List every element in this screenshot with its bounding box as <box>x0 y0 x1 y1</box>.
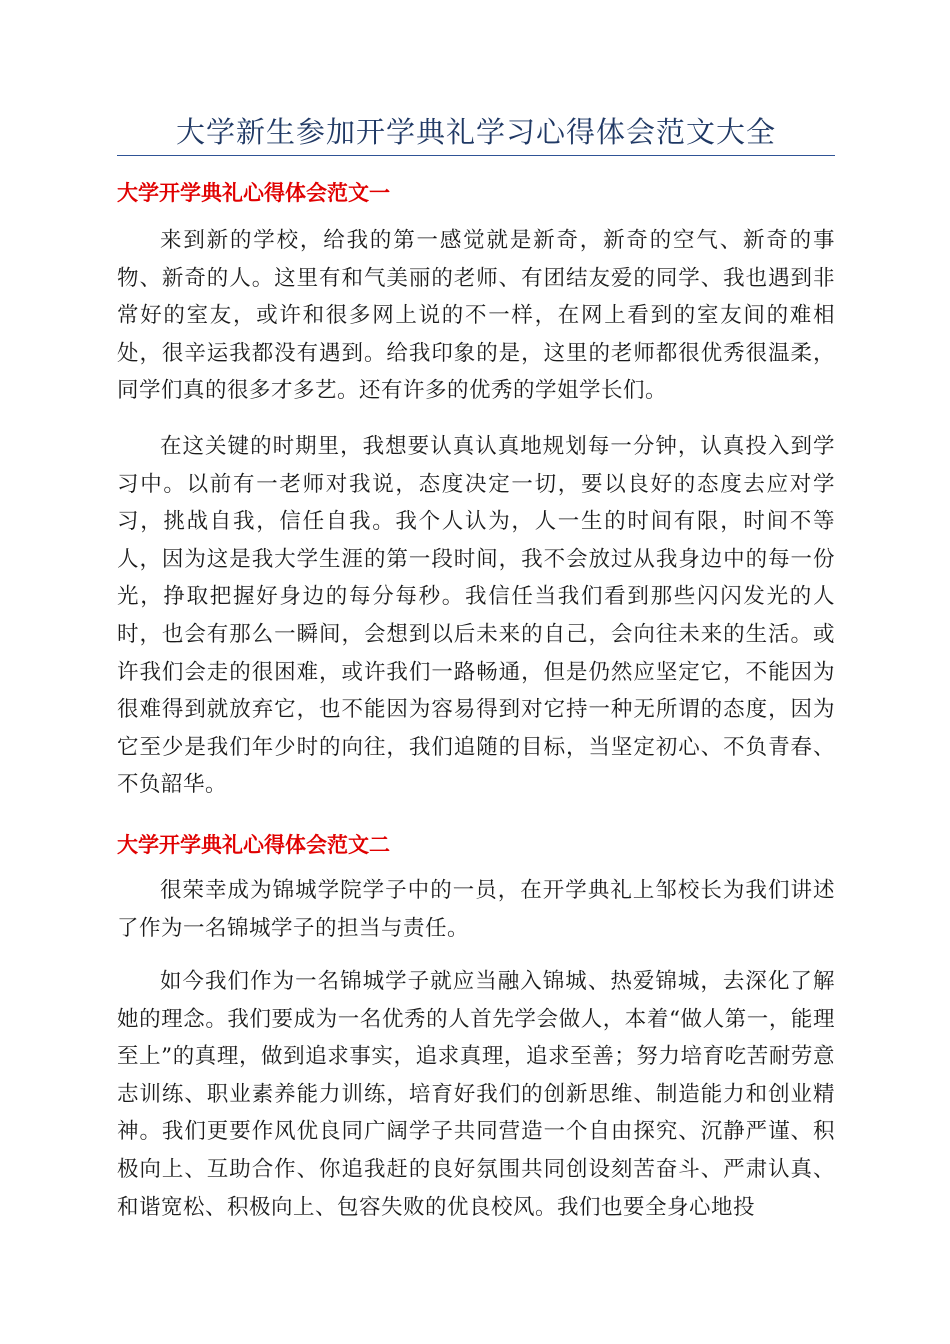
section-1-paragraph-1: 来到新的学校，给我的第一感觉就是新奇，新奇的空气、新奇的事物、新奇的人。这里有和气美丽的老师、有团结友爱的同学、我也遇到非常好的室友，或许和很多网上说的不一样，在网上看到的室友间的难相处，很辛运我都没有遇到。给我印象的是，这里的老师都很优秀很温柔，同学们真的很多才多艺。还有许多的优秀的学姐学长们。 <box>117 228 835 404</box>
section-heading-2: 大学开学典礼心得体会范文二 <box>117 833 390 857</box>
document-title: 大学新生参加开学典礼学习心得体会范文大全 <box>175 115 776 149</box>
section-heading-1: 大学开学典礼心得体会范文一 <box>117 181 390 205</box>
section-1-paragraph-2: 在这关键的时期里，我想要认真认真地规划每一分钟，认真投入到学习中。以前有一老师对我说，态度决定一切，要以良好的态度去应对学习，挑战自我，信任自我。我个人认为，人一生的时间有限，时间不等人，因为这是我大学生涯的第一段时间，我不会放过从我身边中的每一份光，挣取把握好身边的每分每秒。我信任当我们看到那些闪闪发光的人时，也会有那么一瞬间，会想到以后未来的自己，会向往未来的生活。或许我们会走的很困难，或许我们一路畅通，但是仍然应坚定它，不能因为很难得到就放弃它，也不能因为容易得到对它持一种无所谓的态度，因为它至少是我们年少时的向往，我们追随的目标，当坚定初心、不负青春、不负韶华。 <box>117 434 835 798</box>
title-underline <box>117 155 835 156</box>
section-2-paragraph-1: 很荣幸成为锦城学院学子中的一员，在开学典礼上邹校长为我们讲述了作为一名锦城学子的担当与责任。 <box>117 878 835 941</box>
section-2-paragraph-2: 如今我们作为一名锦城学子就应当融入锦城、热爱锦城，去深化了解她的理念。我们要成为一名优秀的人首先学会做人，本着“做人第一，能理至上”的真理，做到追求事实，追求真理，追求至善；努力培育吃苦耐劳意志训练、职业素养能力训练，培育好我们的创新思维、制造能力和创业精神。我们更要作风优良同广阔学子共同营造一个自由探究、沉静严谨、积极向上、互助合作、你追我赶的良好氛围共同创设刻苦奋斗、严肃认真、和谐宽松、积极向上、包容失败的优良校风。我们也要全身心地投 <box>117 969 835 1220</box>
